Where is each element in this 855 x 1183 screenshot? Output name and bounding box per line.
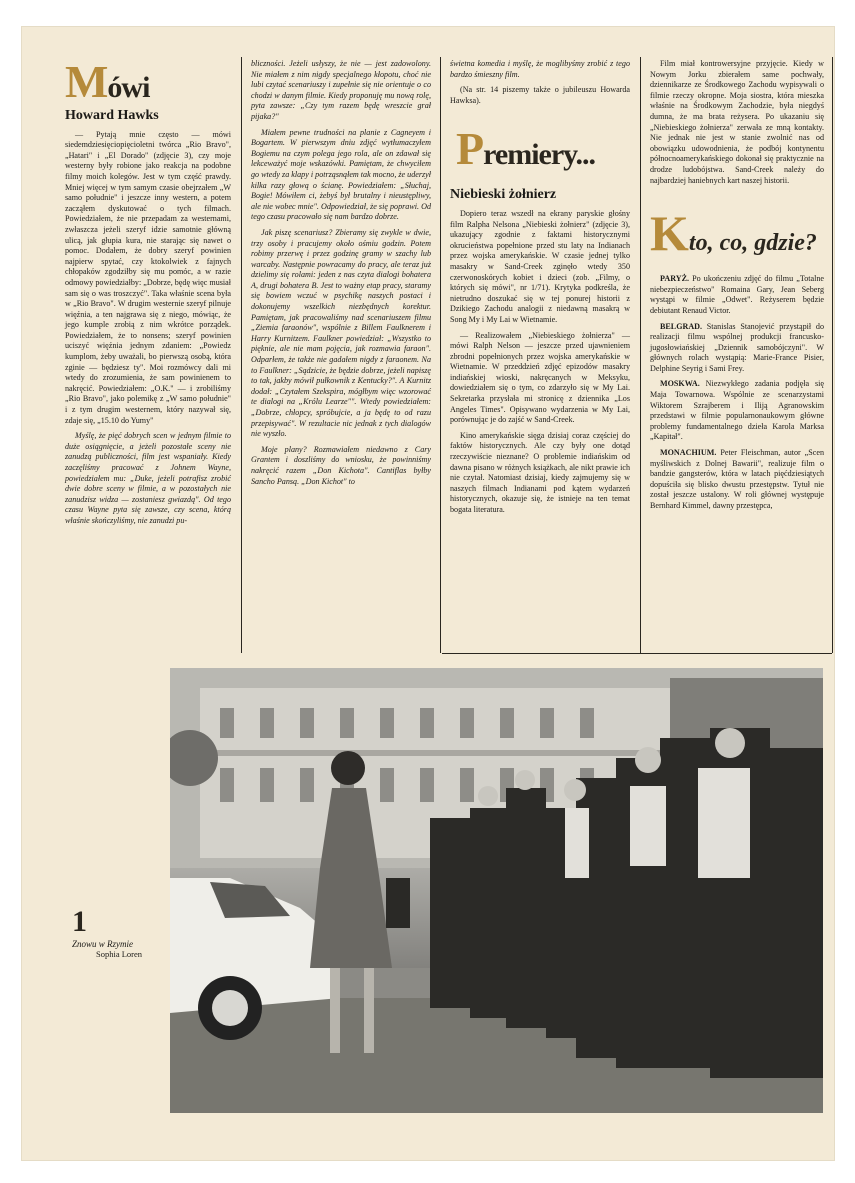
news-city: MONACHIUM. — [660, 448, 717, 458]
headline-initial: P — [456, 123, 484, 175]
news-item — [650, 379, 824, 443]
news-city: PARYŻ. — [660, 274, 690, 284]
paragraph: Film miał kontrowersyjne przyjęcie. Kiedy w Nowym Jorku zbierałem same pochwały, dziennikarze ze Środkowego Zachodu wypisywali o filmie rzeczy okropne. Moja siostra, która mieszka właśnie na Środkowym Zachodzie, była niegdyś dumna, że ma brata reżysera. Po ukazaniu się „Niebieskiego żołnierza" zerwała ze mną kontakty. Nie jednak nie jest w stanie zwolnić nas od obowiązku udowodnienia, że podbój kontynentu północnoamerykańskiego dokonał się praktycznie na drodze ludobójstwa. Sand-Creek należy do najbardziej haniebnych kart naszej historii. — [650, 59, 824, 185]
section-subhead: Niebieski żołnierz — [450, 187, 557, 203]
news-text: Stanislas Stanojević przystąpił do realizacji filmu wspólnej produkcji francusko-jugosłowiańskiej „Dziennik samobójczyni". W głównych rolach wystąpią: Marie-France Pisier, Delphine Seyrig i Sami Frey. — [650, 321, 824, 373]
horizontal-divider — [442, 653, 832, 654]
column-1 — [65, 56, 231, 532]
paragraph: świetna komedia i myślę, że moglibyśmy zrobić z tego bardzo śmieszny film. — [450, 59, 630, 79]
binding-hole — [8, 960, 14, 966]
column-divider — [832, 57, 833, 653]
headline-rest: remiery... — [483, 138, 595, 172]
news-text: Niezwykłego zadania podjęła się Maja Towarnowa. Wspólnie ze scenarzystami Wiktorem Szrajberem i Iliją Agranowskim przedstawi w filmie popularnonaukowym główne problemy fundamentalnego dzieła Karola Marksa „Kapitał". — [650, 379, 824, 442]
headline-rest: ówi — [107, 71, 150, 104]
caption-number: 1 — [72, 905, 87, 938]
column-4 — [650, 59, 824, 517]
column-divider — [640, 57, 641, 653]
paragraph: bliczności. Jeżeli usłyszy, że nie — jest zadowolony. Nie miałem z nim nigdy specjalnego kłopotu, choć nie lubi czytać scenariuszy i zupełnie się nie orientuje o co chodzi w danym filmie. Kiedy proponuję mu nową rolę, pyta zawsze: „Czy tym razem będę wreszcie grał pijaka?" — [251, 59, 431, 121]
paragraph: — Realizowałem „Niebieskiego żołnierza" — mówi Ralph Nelson — jeszcze przed ujawnieniem zbrodni popełnionych przez wojska amerykańskie w Wietnamie. W przeddzień zdjęć epizodów masakry indiańskiej wioski, nakręcanych w Meksyku, dowiedziałem się o tym, co zdarzyło się w My Lai. Sekretarka przysłała mi stronicę z dziennika „Los Angeles Times". Opisywano wydarzenia w My Lai, porównując je do zajść w Sand-Creek. — [450, 330, 630, 425]
photo-illustration — [170, 668, 823, 1113]
news-city: MOSKWA. — [660, 379, 700, 389]
paragraph: Moje plany? Rozmawiałem niedawno z Cary Grantem i doszliśmy do wniosku, że powinniśmy nakręcić razem „Don Kichota". Cantiflas byłby Sancho Pansą. „Don Kichot" to — [251, 444, 431, 486]
column-divider — [241, 57, 242, 653]
news-text: Po ukończeniu zdjęć do filmu „Totalne niebezpieczeństwo" Romaina Gary, Jean Seberg wystąpi w filmie „Odwet". Reżyserem będzie debiutant Renaud Victor. — [650, 274, 824, 315]
magazine-page — [22, 27, 834, 1160]
caption-name: Sophia Loren — [96, 949, 143, 959]
headline-initial: M — [65, 56, 108, 107]
column-2 — [251, 59, 431, 492]
paragraph: Dopiero teraz wszedł na ekrany paryskie głośny film Ralpha Nelsona „Niebieski żołnierz" (zdjęcie 3), ukazujący zgodnie z faktami historycznymi okrucieństwa popełnione przed stu laty na Indianach przez wojska amerykańskie. W czasie jednej tylko masakry w Sand-Creek zginęło wtedy 350 czerwonoskórych kobiet i dzieci (zob. „Filmy, o których się mówi", nr 1/71). Krytyka podkreśla, że nietrudno doszukać się w tej ponurej historii z Dzikiego Zachodu analogii z niedawną masakrą w Song My i My Lai w Wietnamie. — [450, 208, 630, 324]
news-city: BELGRAD. — [660, 321, 703, 331]
headline-rest: to, co, gdzie? — [688, 230, 817, 257]
column-divider — [440, 57, 441, 653]
caption-title: Znowu w Rzymie — [72, 939, 134, 949]
news-item — [650, 322, 824, 375]
news-text: Peter Fleischman, autor „Scen myśliwskich z Dolnej Bawarii", realizuje film o bandzie gangsterów, która w latach pięćdziesiątych dopuściła się blisko dwustu przestępstw. Tytuł nie został jeszcze ustalony. W roli głównej występuje Bernhard Kimmel, dawny przestępca, — [650, 448, 824, 510]
headline-kto-co-gdzie — [650, 205, 824, 262]
headline-premiery — [456, 123, 630, 175]
headline-initial: K — [650, 205, 689, 262]
paragraph: — Pytają mnie często — mówi siedemdziesięciopięcioletni twórca „Rio Bravo", „Hatari" i „El Dorado" (zdjęcie 3), czy moje westerny były robione jako reakcja na podobne filmy moich kolegów. Jest w tym część prawdy. Mniej więcej w tym samym czasie obejrzałem „W samo południe" i jeszcze inny western, a potem zacząłem dyskutować o tych filmach. Powiedziałem, że nie przepadam za westernami, zwłaszcza jeżeli szeryf idzie samotnie główną ulicą, jak głupia kura, nie starając się nawet o pomoc. Dodałem, że dobry szeryf powinien najpierw spytać, czy ktokolwiek z fajnych chłopaków zgodziłby się mu pomóc, a w razie odmowy powiedziałby: „Dobrze, będę więc musiał sam się o was troszczyć". Taka właśnie scena była w „Rio Bravo". W drugim westernie szeryf pilnuje więźnia, a ten najgrawa się z niego, mówiąc, że jego kumple zrobią z nim wkrótce porządek. Powiedziałem, że to nonsens; szeryf powinien uciszyć więźnia jednym zdaniem: „Powiedz kumplom, żeby uważali, bo pierwszą osobą, która zginie — będziesz ty". Moi rozmówcy dali mi wtedy do zrozumienia, że sam powinienem to nakręcić. Powiedziałem: „O.K." — i zrobiliśmy „Rio Bravo", jako polemikę z „W samo południe" i z tym drugim westernem, który nazywał się, zdaje się, „15.10 do Yumy" — [65, 129, 231, 425]
paragraph: Miałem pewne trudności na planie z Cagneyem i Bogartem. W pierwszym dniu zdjęć wytłumaczyłem Bogiemu na czym polega jego rola, ale on zdawał się lekceważyć moje wskazówki. Pamiętam, że chwyciłem go wtedy za klapy i potrząsnąłem tak mocno, że uderzył kilka razy głową o ścianę. Powiedziałem: „Słuchaj, Bogie! Mówiłem ci, żebyś był brutalny i nieustępliwy, ale nie wobec mnie". Odpowiedział, że się poprawi. Od tego czasu pracowało się nam bardzo dobrze. — [251, 127, 431, 222]
headline-mowi — [65, 56, 231, 107]
paragraph: Jak piszę scenariusz? Zbieramy się zwykle w dwie, trzy osoby i pracujemy około ośmiu godzin. Potem robimy przerwę i przez godzinę gramy w szachy lub warcaby. Następnie powracamy do pracy, ale teraz już dzielimy się rolami: jeden z nas czyta dialogi bohatera A, drugi bohatera B. Jest to ważny etap pracy, staramy się bowiem wczuć w psychikę naszych postaci i dokonujemy wszelkich niezbędnych korektur. Pamiętam, jak pracowaliśmy nad scenariuszem filmu „Ziemia faraonów", wspólnie z Billem Faulknerem i Harry Kurnitzem. Faulkner powiedział: „Wszystko to pięknie, ale nie mam pojęcia, jak rozmawia faraon". Odparłem, że także nie gadałem nigdy z faraonem. Na to Faulkner: „Sądzicie, że będzie dobrze, jeżeli napiszę to tak, jakby mówił pułkownik z Kentucky?". A Kurnitz dodał: „Czytałem Szekspira, mógłbym więc wzorować te dialogi na „Królu Learze"". Wtedy powiedziałem: „Dobrze, chłopcy, spróbujcie, a ja będę to od razu przepisywać". W rezultacie nic jednak z tych dialogów nie wyszło. — [251, 227, 431, 439]
paragraph: Kino amerykańskie sięga dzisiaj coraz częściej do faktów historycznych. Ale czy były one dotąd rzeczywiście nieznane? O problemie indiańskim od dawna pisano w różnych książkach, ale nikt prawie ich nie czytał. Natomiast dzisiaj, kiedy zajmujemy się w naszych filmach Indianami pod kątem wydarzeń historycznych, okazuje się, że istnieje na ten temat bogata literatura. — [450, 430, 630, 514]
binding-hole — [8, 200, 14, 206]
column-3 — [450, 59, 630, 521]
paragraph: Myślę, że pięć dobrych scen w jednym filmie to duże osiągnięcie, a jeżeli pozostałe sceny nie zanudzą publiczności, film jest wspaniały. Kiedy zaczęliśmy pracować z Johnem Wayne, powiedziałem mu: „Duke, jeżeli potrafisz zrobić dwie dobre sceny w filmie, a w pozostałych nie zanudzisz widza — zostaniesz gwiazdą". Od tego czasu Wayne pyta się zawsze, czy scena, którą właśnie skończyliśmy, nie zanudzi pu- — [65, 431, 231, 525]
author-name: Howard Hawks — [65, 108, 159, 123]
news-item — [650, 448, 824, 512]
photo-caption — [72, 907, 162, 959]
paragraph: (Na str. 14 piszemy także o jubileuszu Howarda Hawksa). — [450, 85, 630, 105]
binding-hole — [8, 580, 14, 586]
news-item — [650, 274, 824, 316]
street-photo — [170, 668, 823, 1113]
